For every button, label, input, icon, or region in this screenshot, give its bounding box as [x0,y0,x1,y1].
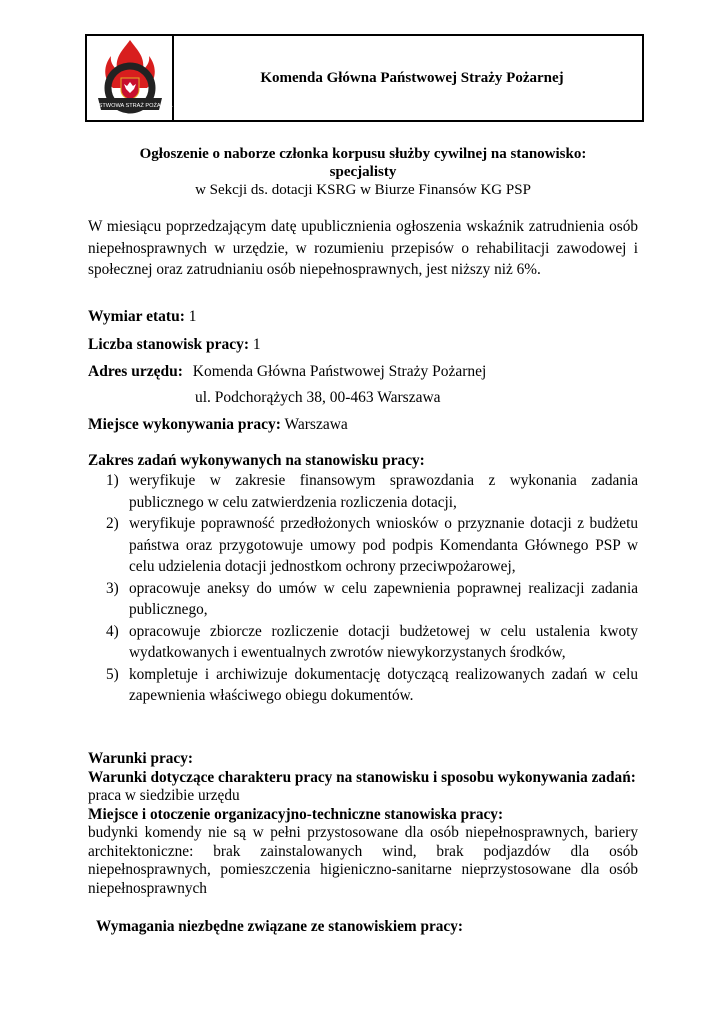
list-item-number: 1) [106,472,119,489]
requirements-heading: Wymagania niezbędne związane ze stanowiskiem pracy: [96,918,463,935]
list-item-text: weryfikuje w zakresie finansowym sprawozdania z wykonania zadania publicznego w celu zatwierdzenia rozliczenia dotacji, [129,472,638,511]
duties-heading: Zakres zadań wykonywanych na stanowisku pracy: [88,452,425,469]
stanowiska-label: Liczba stanowisk pracy: [88,336,250,353]
conditions-text-1: praca w siedzibie urzędu [88,787,240,804]
psp-emblem-icon [87,38,172,118]
field-miejsce [88,416,638,434]
stanowiska-value: 1 [252,336,261,353]
list-item [88,664,638,707]
list-item [88,578,638,621]
adres-line-2: ul. Podchorążych 38, 00-463 Warszawa [195,389,441,406]
disability-notice: W miesiącu poprzedzającym datę upublicznienia ogłoszenia wskaźnik zatrudnienia osób niepełnosprawnych w urzędzie, w rozumieniu przepisów o rehabilitacji zawodowej i społecznej oraz zatrudnianiu osób niepełnosprawnych, jest niższy niż 6%. [88,218,638,278]
organization-name: Komenda Główna Państwowej Straży Pożarnej [260,69,564,86]
list-item [88,621,638,664]
list-item [88,470,638,513]
list-item-text: opracowuje aneksy do umów w celu zapewnienia poprawnej realizacji zadania publicznego, [129,579,638,618]
logo-cell [87,36,174,120]
adres-label: Adres urzędu: [88,363,183,380]
announcement-title [88,145,638,199]
list-item [88,513,638,578]
adres-line-1: Komenda Główna Państwowej Straży Pożarnej [192,363,487,380]
title-unit: w Sekcji ds. dotacji KSRG w Biurze Finansów KG PSP [195,182,531,198]
miejsce-value: Warszawa [284,416,348,433]
title-line-1: Ogłoszenie o naborze członka korpusu służby cywilnej na stanowisko: [139,146,587,162]
etat-value: 1 [188,308,197,325]
header-box [85,34,644,122]
field-adres [88,363,638,381]
conditions-text-2: budynki komendy nie są w pełni przystosowane dla osób niepełnosprawnych, bariery architektoniczne: brak zainstalowanych wind, brak podjazdów dla osób niepełnosprawnych, pomieszczenia higieniczno-sanitarne nieprzystosowane dla osób niepełnosprawnych [88,824,638,897]
conditions-sub-2: Miejsce i otoczenie organizacyjno-techniczne stanowiska pracy: [88,805,504,823]
conditions-heading: Warunki pracy: [88,750,193,767]
list-item-text: kompletuje i archiwizuje dokumentację dotyczącą realizowanych zadań w celu zapewnienia właściwego obiegu dokumentów. [129,665,638,704]
list-item-number: 3) [106,579,119,597]
logo-banner-text: PAŃSTWOWA STRAŻ POŻARNA [87,103,172,109]
list-item-text: opracowuje zbiorcze rozliczenie dotacji budżetowej w celu ustalenia kwoty wydatkowanych i ewentualnych zwrotów niewykorzystanych środków, [129,622,638,661]
etat-label: Wymiar etatu: [88,308,185,325]
list-item-number: 2) [106,515,119,532]
list-item-number: 5) [106,665,119,683]
list-item-text: weryfikuje poprawność przedłożonych wniosków o przyznanie dotacji z budżetu państwa oraz przygotowuje umowy pod podpis Komendanta Głównego PSP w celu udzielenia dotacji jednostkom ochrony przeciwpożarowej, [129,515,638,575]
list-item-number: 4) [106,622,119,640]
field-stanowiska [88,336,638,354]
field-etat [88,308,638,326]
conditions-section [88,750,638,898]
conditions-sub-1: Warunki dotyczące charakteru pracy na stanowisku i sposobu wykonywania zadań: [88,768,636,786]
title-position: specjalisty [329,164,397,180]
miejsce-label: Miejsce wykonywania pracy: [88,416,281,433]
duties-list [88,470,638,707]
